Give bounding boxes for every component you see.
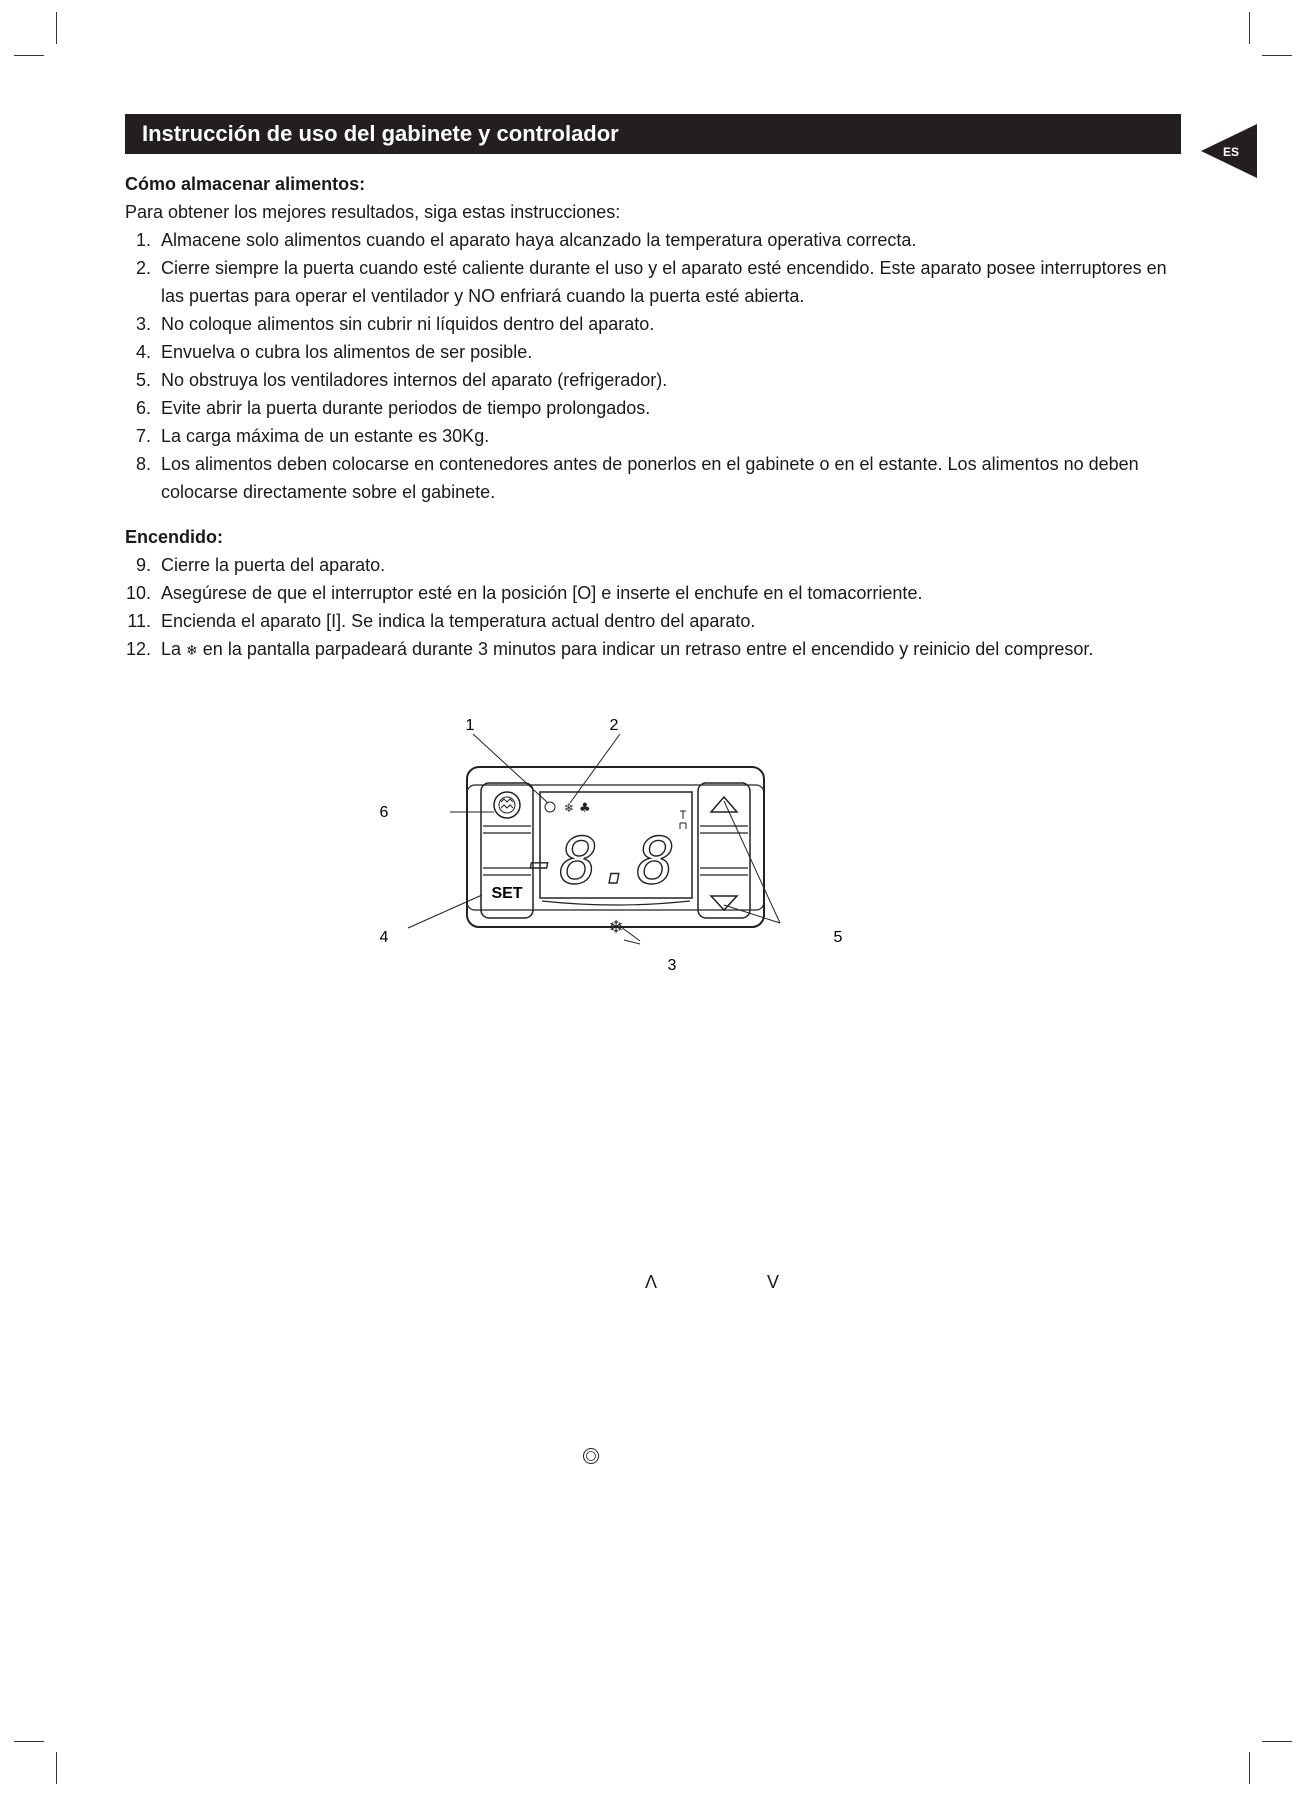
callout-number: 1 [465,717,475,734]
list-item-number: 7. [135,426,151,446]
list-item-number: 12. [125,639,151,659]
crop-mark [14,55,44,56]
list-item-text: No obstruya los ventiladores internos del aparato (refrigerador). [161,370,668,390]
up-arrow-icon [711,797,737,812]
up-button[interactable] [711,797,737,812]
stray-up-glyph: Λ [645,1272,658,1292]
list-item-number: 8. [135,454,151,474]
list-item-text-before: La [161,639,182,659]
crop-mark [14,1741,44,1742]
list-item-number: 2. [135,258,151,278]
crop-mark [1262,1741,1292,1742]
callout-number: 2 [609,717,619,734]
crop-mark [56,12,57,44]
compressor-status-icon: ❄ [564,801,575,815]
right-button-panel [698,783,750,918]
crop-mark [1262,55,1292,56]
list-item [125,551,1185,579]
storing-intro: Para obtener los mejores resultados, siga estas instrucciones: [125,202,621,222]
list-item-text: Asegúrese de que el interruptor esté en la posición [O] e inserte el enchufe en el tomacorriente. [161,583,923,603]
list-item-number: 1. [135,230,151,250]
stray-down-glyph: V [767,1272,780,1292]
list-item-text: Envuelva o cubra los alimentos de ser posible. [161,342,533,362]
crop-mark [1249,1752,1250,1784]
list-item-number: 10. [125,583,151,603]
callout-number: 6 [379,804,389,821]
list-item-text: Los alimentos deben colocarse en contenedores antes de ponerlos en el gabinete o en el estante. Los alimentos no deben colocarse directamente sobre el gabinete. [161,454,1139,502]
power-on-list [125,551,1185,664]
callout-number: 4 [379,929,389,946]
list-item [125,254,1185,310]
controller-diagram [370,715,860,975]
list-item-number: 3. [135,314,151,334]
compressor-delay-snowflake-icon: ❄ [608,917,624,938]
set-button[interactable] [491,885,522,902]
crop-mark [56,1752,57,1784]
section-title: Instrucción de uso del gabinete y controlador [125,114,1181,154]
storing-heading: Cómo almacenar alimentos: [125,174,366,194]
defrost-status-icon [545,802,555,812]
main-content [125,170,1185,664]
list-item [125,394,1185,422]
power-on-heading: Encendido: [125,527,223,547]
list-item [125,226,1185,254]
defrost-icon [582,1447,600,1465]
defrost-button[interactable] [494,792,520,818]
list-item-number: 4. [135,342,151,362]
fan-status-icon: ♣ [579,801,591,816]
language-tab [1201,124,1257,178]
list-item-text: Evite abrir la puerta durante periodos de tiempo prolongados. [161,398,651,418]
list-item [125,635,1185,664]
controller-diagram-svg [370,715,860,975]
list-item [125,310,1185,338]
list-item-text: Encienda el aparato [I]. Se indica la temperatura actual dentro del aparato. [161,611,756,631]
list-item-text: Cierre siempre la puerta cuando esté caliente durante el uso y el aparato esté encendido. Este aparato posee interruptores en las puertas para operar el ventilador y NO enfriará cuando la puerta esté abierta. [161,258,1167,306]
list-item-text: No coloque alimentos sin cubrir ni líquidos dentro del aparato. [161,314,655,334]
list-item [125,338,1185,366]
language-tab-label: ES [1223,145,1240,159]
defrost-small-icon [582,1447,600,1465]
language-tab-arrow-icon [1201,124,1257,178]
defrost-icon [494,792,520,818]
list-item-number: 11. [127,611,151,631]
list-item-text: La carga máxima de un estante es 30Kg. [161,426,490,446]
callout-number: 3 [667,957,677,974]
list-item-text: Almacene solo alimentos cuando el aparato haya alcanzado la temperatura operativa correcta. [161,230,917,250]
list-item [125,422,1185,450]
list-item-text-after: en la pantalla parpadeará durante 3 minutos para indicar un retraso entre el encendido y reinicio del compresor. [202,639,1094,659]
snowflake-icon: ❄ [186,642,198,658]
list-item [125,366,1185,394]
list-item-text: Cierre la puerta del aparato. [161,555,386,575]
list-item-number: 6. [135,398,151,418]
temperature-readout: -8.8 [520,825,675,899]
list-item [125,607,1185,635]
list-item [125,450,1185,506]
storing-list [125,226,1185,506]
list-item-number: 5. [135,370,151,390]
list-item [125,579,1185,607]
crop-mark [1249,12,1250,44]
callout-number: 5 [833,929,843,946]
set-button-label: SET [491,885,523,902]
list-item-number: 9. [135,555,151,575]
